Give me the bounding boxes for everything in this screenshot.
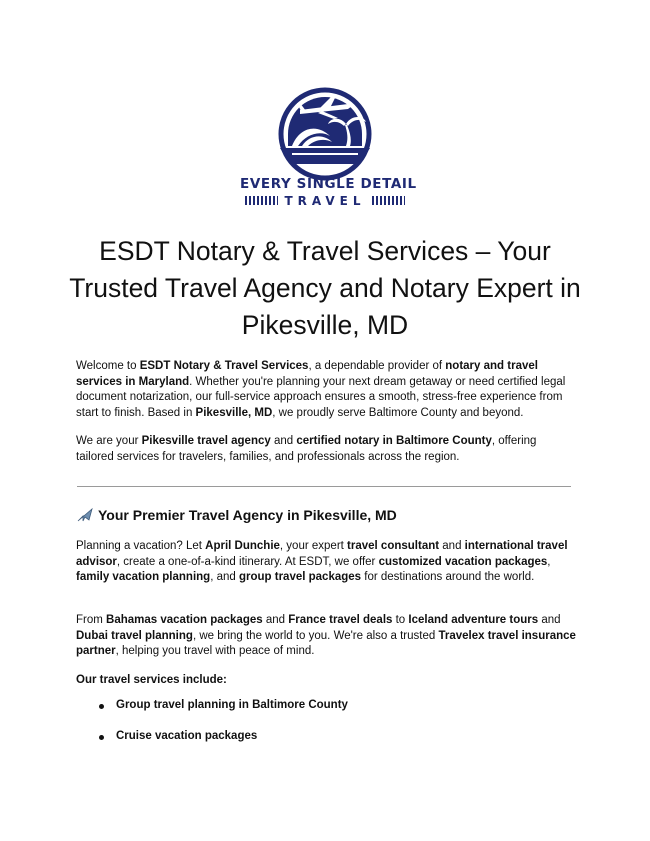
list-item: Group travel planning in Baltimore County: [96, 699, 348, 730]
page-title: ESDT Notary & Travel Services – Your Trusted Travel Agency and Notary Expert in Pikesville, MD: [69, 236, 581, 340]
list-item: Cruise vacation packages: [96, 730, 348, 761]
intro-paragraph-1: Welcome to ESDT Notary & Travel Services, a dependable provider of notary and travel services in Maryland. Whether you're planning your next dream getaway or need certified legal document notarization, our full-service approach ensures a smooth, stress-free experience from start to finish. Based in Pikesville, MD, we proudly serve Baltimore County and beyond.: [76, 360, 566, 419]
section-paragraph-1: Planning a vacation? Let April Dunchie, your expert travel consultant and international travel advisor, create a one-of-a-kind itinerary. At ESDT, we offer customized vacation packages, family vacation planning, and group travel packages for destinations around the world.: [76, 540, 568, 583]
section-paragraph-2: From Bahamas vacation packages and France travel deals to Iceland adventure tours and Dubai travel planning, we bring the world to you. We're also a trusted Travelex travel insurance partner, helping you travel with peace of mind.: [76, 614, 576, 657]
intro-paragraph-2: We are your Pikesville travel agency and certified notary in Baltimore County, offering tailored services for travelers, families, and professionals across the region.: [76, 435, 537, 463]
section-divider: [77, 486, 571, 487]
section-heading: Your Premier Travel Agency in Pikesville, MD: [76, 507, 397, 523]
airplane-icon: [76, 507, 94, 523]
services-list: [96, 699, 348, 761]
logo-text: [240, 176, 417, 208]
services-label: Our travel services include:: [76, 674, 227, 686]
logo-tagline: TRAVEL: [284, 193, 366, 208]
logo-name: EVERY SINGLE DETAIL: [240, 176, 417, 192]
